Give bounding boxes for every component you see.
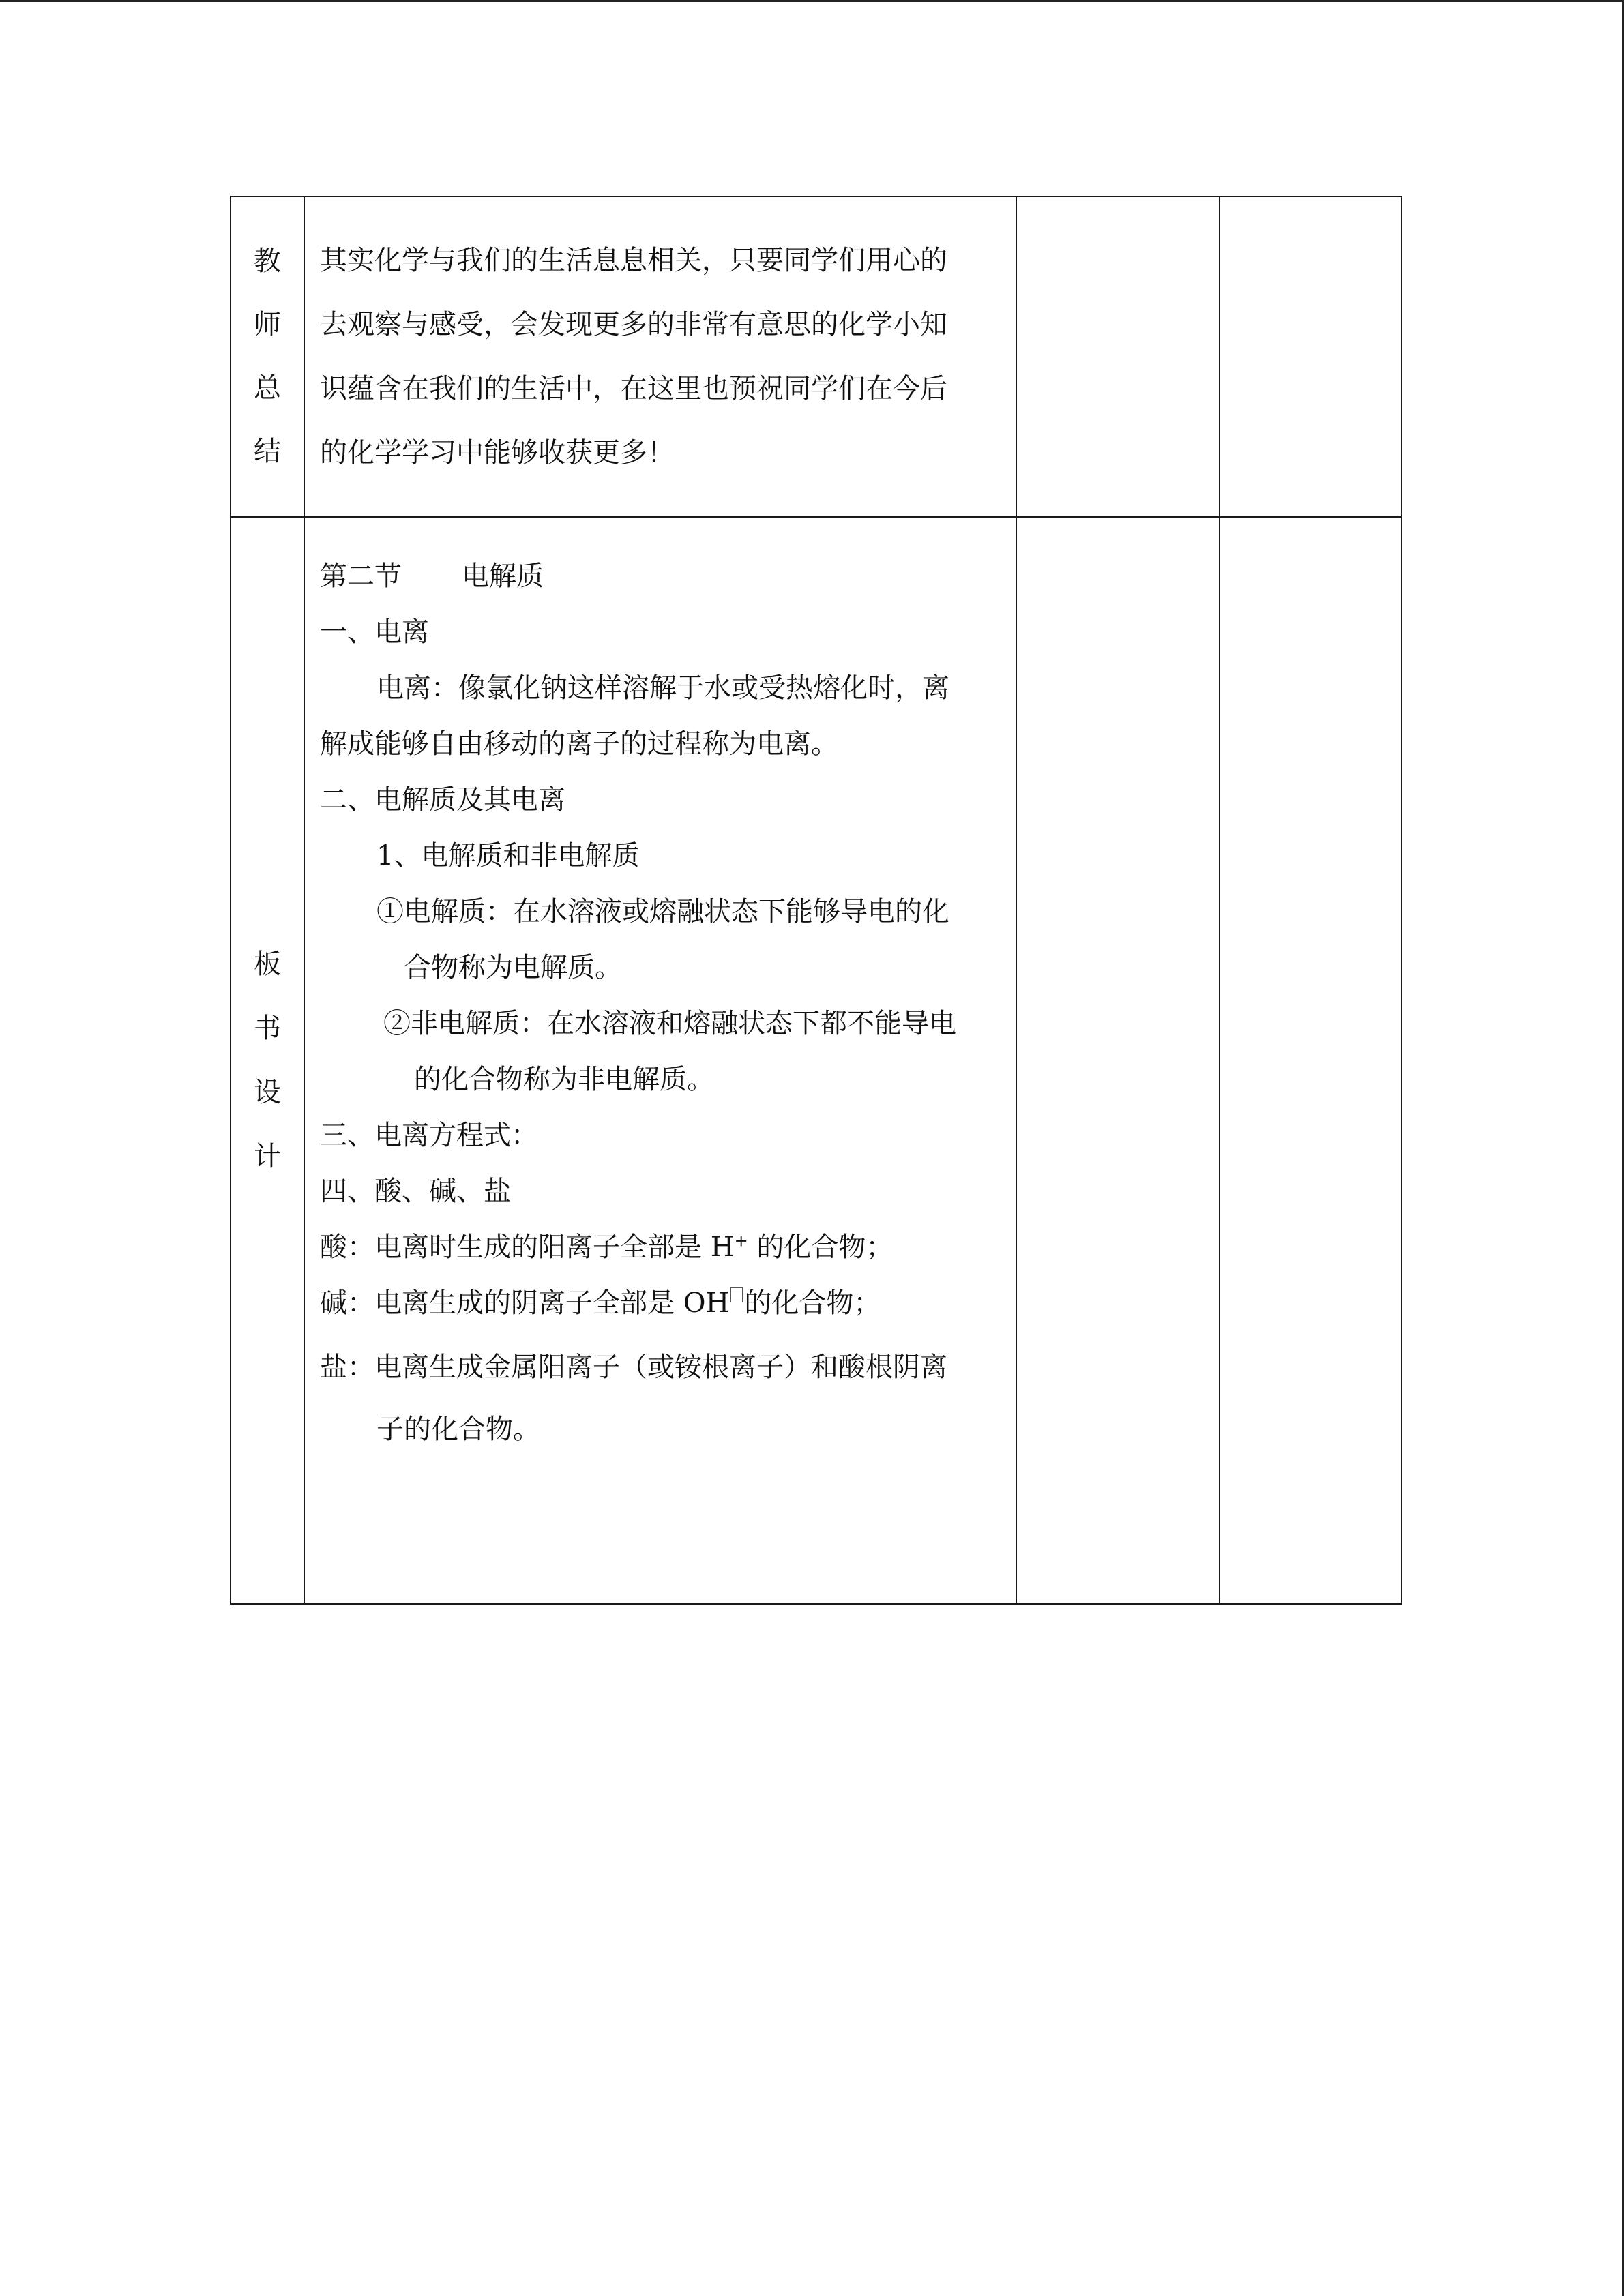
teacher-summary-content-cell [304, 196, 1016, 517]
section-number: 第二节 [320, 561, 402, 592]
board-design-label-cell [231, 517, 304, 1604]
label-char: 师 [254, 309, 281, 340]
electrolyte-definition-line-1: ①电解质：在水溶液或熔融状态下能够导电的化 [377, 896, 949, 927]
base-definition-suffix: 的化合物； [744, 1287, 881, 1319]
summary-line: 的化学学习中能够收获更多！ [320, 437, 675, 468]
label-char: 结 [254, 436, 281, 467]
label-char: 书 [254, 1013, 281, 1044]
base-definition-text: 碱：电离生成的阴离子全部是 OH [320, 1287, 730, 1319]
nonelectrolyte-definition-line-1: ②非电解质：在水溶液和熔融状态下都不能导电 [383, 1008, 956, 1039]
section-heading [320, 559, 544, 593]
label-char: 设 [254, 1077, 281, 1108]
base-definition [320, 1286, 881, 1320]
heading-ionization-equation: 三、电离方程式： [320, 1120, 538, 1151]
heading-acid-base-salt: 四、酸、碱、盐 [320, 1176, 511, 1207]
ionization-definition-line-2: 解成能够自由移动的离子的过程称为电离。 [320, 728, 838, 760]
board-design-label [231, 932, 304, 1189]
missing-glyph-box-icon [730, 1287, 743, 1302]
board-design-empty-cell-2 [1220, 517, 1402, 1604]
teacher-summary-empty-cell-1 [1016, 196, 1220, 517]
label-char: 计 [254, 1141, 281, 1172]
board-design-row [231, 517, 1402, 1604]
label-char: 总 [254, 372, 281, 404]
electrolyte-definition-line-2: 合物称为电解质。 [404, 952, 622, 983]
acid-definition [320, 1230, 893, 1264]
section-name: 电解质 [462, 561, 544, 592]
teacher-summary-label-cell [231, 196, 304, 517]
subheading-electrolyte-types: 1、电解质和非电解质 [377, 840, 640, 871]
nonelectrolyte-definition-line-2: 的化合物称为非电解质。 [414, 1064, 714, 1095]
ionization-definition-line-1: 电离：像氯化钠这样溶解于水或受热熔化时，离 [377, 672, 949, 704]
hydrogen-ion-charge: + [734, 1231, 748, 1251]
teacher-summary-empty-cell-2 [1220, 196, 1402, 517]
label-char: 板 [254, 949, 281, 980]
summary-line: 识蕴含在我们的生活中，在这里也预祝同学们在今后 [320, 373, 947, 404]
label-char: 教 [254, 245, 281, 277]
acid-definition-text: 酸：电离时生成的阳离子全部是 H [320, 1232, 735, 1263]
teacher-summary-text [305, 228, 1016, 485]
board-design-content [305, 518, 1016, 1603]
page-top-border [0, 0, 1624, 2]
board-design-content-cell [304, 517, 1016, 1604]
heading-electrolytes: 二、电解质及其电离 [320, 784, 565, 816]
summary-line: 其实化学与我们的生活息息相关，只要同学们用心的 [320, 245, 947, 276]
salt-definition-line-2: 子的化合物。 [377, 1414, 540, 1445]
acid-definition-suffix: 的化合物； [748, 1232, 894, 1263]
teacher-summary-row [231, 196, 1402, 517]
board-design-empty-cell-1 [1016, 517, 1220, 1604]
summary-line: 去观察与感受，会发现更多的非常有意思的化学小知 [320, 309, 947, 340]
teacher-summary-label [231, 230, 304, 483]
lesson-plan-table [230, 196, 1402, 1605]
salt-definition-line-1: 盐：电离生成金属阳离子（或铵根离子）和酸根阴离 [320, 1352, 947, 1383]
heading-ionization: 一、电离 [320, 616, 429, 648]
